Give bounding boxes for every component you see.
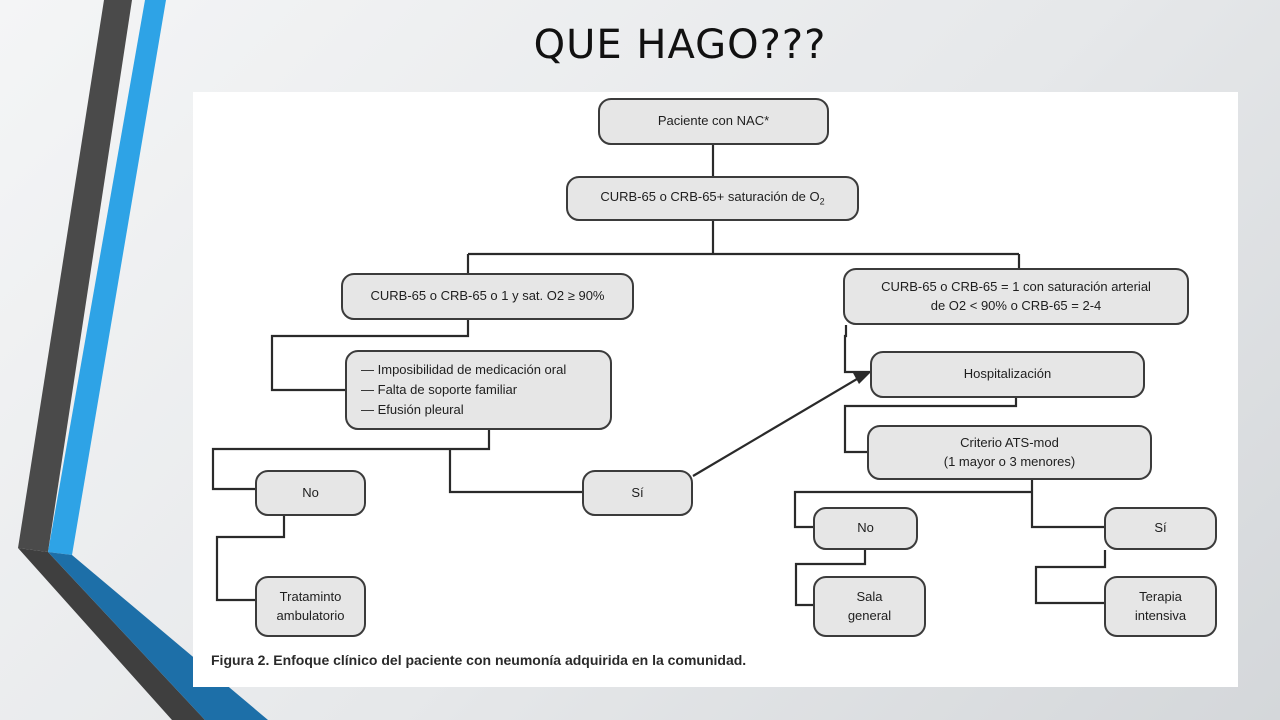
criterio-item: — Falta de soporte familiar [361, 380, 600, 400]
figure-caption: Figura 2. Enfoque clínico del paciente con neumonía adquirida en la comunidad. [211, 652, 747, 668]
figure-panel [193, 92, 1238, 687]
node-terapia-intensiva [1104, 576, 1217, 637]
node-sala-general-line1: Sala [856, 588, 883, 604]
criterio-item: — Efusión pleural [361, 400, 600, 420]
node-sala-general [813, 576, 926, 637]
node-paciente-nac-label: Paciente con NAC* [657, 113, 770, 129]
node-hospitalizacion [870, 351, 1145, 398]
node-si-left [582, 470, 693, 516]
o2-subscript: 2 [819, 196, 825, 207]
slide-title: QUE HAGO??? [533, 22, 827, 68]
node-curb65-saturacion [566, 176, 859, 221]
criterio-item: — Imposibilidad de medicación oral [361, 360, 600, 380]
node-paciente-nac [598, 98, 829, 145]
connector-si-right [1036, 550, 1105, 603]
criterios-list [361, 360, 600, 420]
connector-right-branch [845, 325, 870, 372]
connector-split [468, 221, 1019, 273]
node-terapia-intensiva-line1: Terapia [1139, 588, 1182, 604]
arrow-to-hospitalization [693, 379, 857, 476]
node-curb65-leve-label: CURB-65 o CRB-65 o 1 y sat. O2 ≥ 90% [370, 288, 605, 304]
node-curb65-saturacion-text: CURB-65 o CRB-65+ saturación de O [600, 189, 820, 205]
node-no-right-label: No [857, 520, 874, 536]
node-sala-general-line2: general [847, 607, 892, 623]
node-no-left-label: No [302, 484, 319, 500]
node-curb65-grave [843, 268, 1189, 325]
stripe-dark-lower [18, 548, 205, 720]
node-si-right-label: Sí [1154, 520, 1167, 536]
arrowhead [853, 372, 871, 384]
node-tratamiento-line2: ambulatorio [276, 607, 345, 623]
node-terapia-intensiva-text [1135, 588, 1186, 626]
node-curb65-grave-text [881, 278, 1151, 316]
node-criterio-ats-text [944, 434, 1076, 472]
node-tratamiento-line1: Trataminto [279, 588, 342, 604]
node-terapia-intensiva-line2: intensiva [1134, 607, 1187, 623]
node-criterio-ats [867, 425, 1152, 480]
node-si-left-label: Sí [631, 484, 644, 500]
node-no-right [813, 507, 918, 550]
node-criterio-ats-line1: Criterio ATS-mod [960, 434, 1059, 450]
node-criterios-lista [345, 350, 612, 430]
node-curb65-grave-line1: CURB-65 o CRB-65 = 1 con saturación arterial [881, 278, 1151, 294]
node-curb65-saturacion-label [600, 188, 824, 209]
node-tratamiento-text [277, 588, 345, 626]
node-sala-general-text [848, 588, 891, 626]
node-no-left [255, 470, 366, 516]
node-tratamiento-ambulatorio [255, 576, 366, 637]
node-criterio-ats-line2: (1 mayor o 3 menores) [943, 453, 1076, 469]
node-curb65-grave-line2: de O2 < 90% o CRB-65 = 2-4 [930, 297, 1102, 313]
node-hospitalizacion-label: Hospitalización [963, 366, 1052, 382]
node-si-right [1104, 507, 1217, 550]
node-curb65-leve [341, 273, 634, 320]
